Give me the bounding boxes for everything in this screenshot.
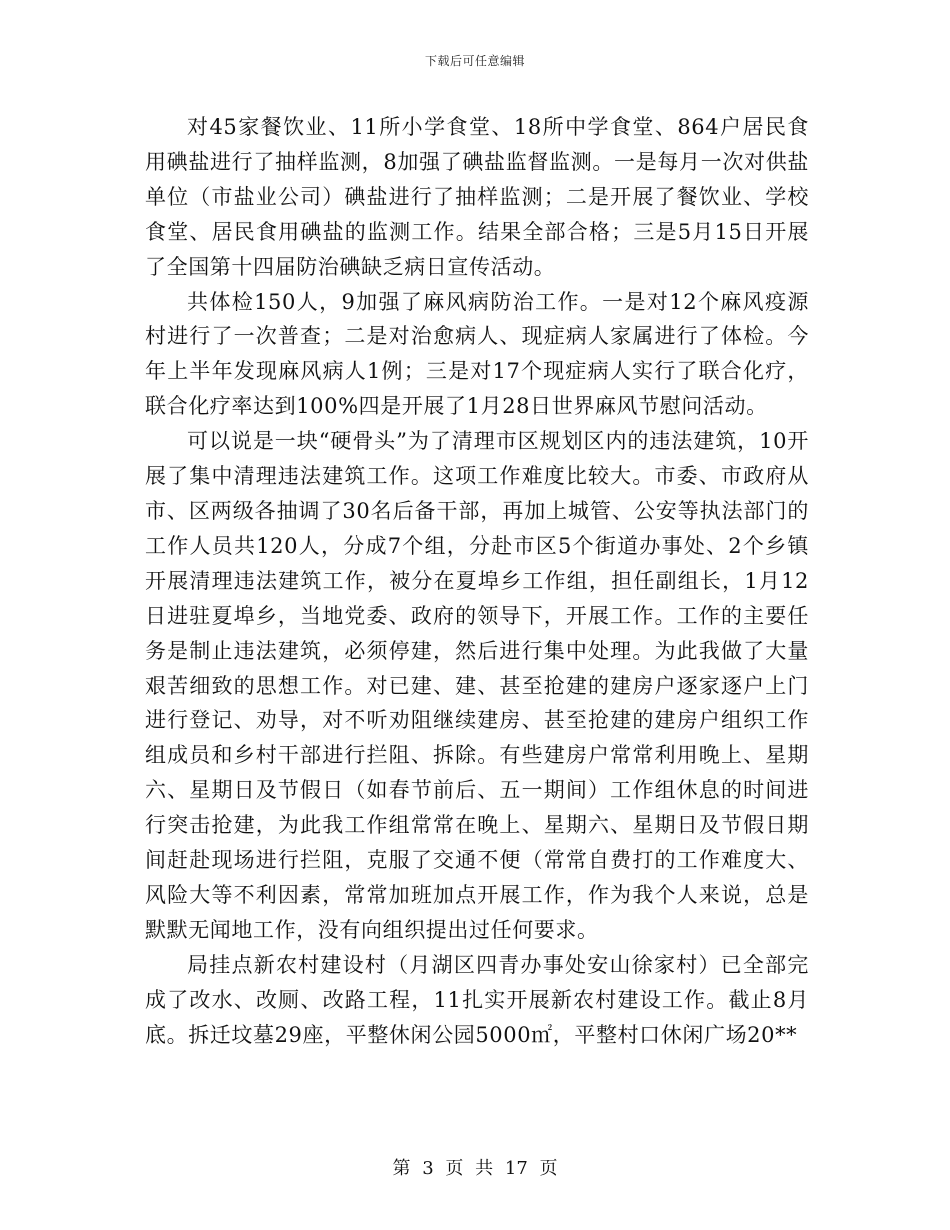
paragraph-new-village: 局挂点新农村建设村（月湖区四青办事处安山徐家村）已全部完成了改水、改厕、改路工程，11扎实开展新农村建设工作。截止8月底。拆迁坟墓29座，平整休闲公园5000㎡，平整村口休闲广场20** bbox=[145, 952, 809, 1047]
page-footer bbox=[0, 1154, 950, 1180]
footer-label-ye: 页 bbox=[445, 1158, 464, 1179]
footer-label-gong: 共 bbox=[475, 1158, 494, 1179]
paragraph-iodized-salt: 对45家餐饮业、11所小学食堂、18所中学食堂、864户居民食用碘盐进行了抽样监测，8加强了碘盐监督监测。一是每月一次对供盐单位（市盐业公司）碘盐进行了抽样监测；二是开展了餐饮业、学校食堂、居民食用碘盐的监测工作。结果全部合格；三是5月15日开展了全国第十四届防治碘缺乏病日宣传活动。 bbox=[145, 115, 809, 279]
footer-total-pages: 17 bbox=[504, 1158, 528, 1179]
document-body bbox=[145, 110, 809, 1052]
paragraph-leprosy: 共体检150人，9加强了麻风病防治工作。一是对12个麻风疫源村进行了一次普查；二是对治愈病人、现症病人家属进行了体检。今年上半年发现麻风病人1例；三是对17个现症病人实行了联合化疗，联合化疗率达到100%四是开展了1月28日世界麻风节慰问活动。 bbox=[145, 289, 809, 419]
paragraph-illegal-buildings: 可以说是一块“硬骨头”为了清理市区规划区内的违法建筑，10开展了集中清理违法建筑工作。这项工作难度比较大。市委、市政府从市、区两级各抽调了30名后备干部，再加上城管、公安等执法部门的工作人员共120人，分成7个组，分赴市区5个街道办事处、2个乡镇开展清理违法建筑工作，被分在夏埠乡工作组，担任副组长，1月12日进驻夏埠乡，当地党委、政府的领导下，开展工作。工作的主要任务是制止违法建筑，必须停建，然后进行集中处理。为此我做了大量艰苦细致的思想工作。对已建、建、甚至抢建的建房户逐家逐户上门进行登记、劝导，对不听劝阻继续建房、甚至抢建的建房户组织工作组成员和乡村干部进行拦阻、拆除。有些建房户常常利用晚上、星期六、星期日及节假日（如春节前后、五一期间）工作组休息的时间进行突击抢建，为此我工作组常常在晚上、星期六、星期日及节假日期间赶赴现场进行拦阻，克服了交通不便（常常自费打的工作难度大、风险大等不利因素，常常加班加点开展工作，作为我个人来说，总是默默无闻地工作，没有向组织提出过任何要求。 bbox=[145, 429, 809, 942]
footer-label-di: 第 bbox=[392, 1158, 411, 1179]
footer-current-page: 3 bbox=[422, 1158, 434, 1179]
page-header: 下载后可任意编辑 bbox=[424, 54, 525, 68]
footer-label-ye-end: 页 bbox=[539, 1158, 558, 1179]
